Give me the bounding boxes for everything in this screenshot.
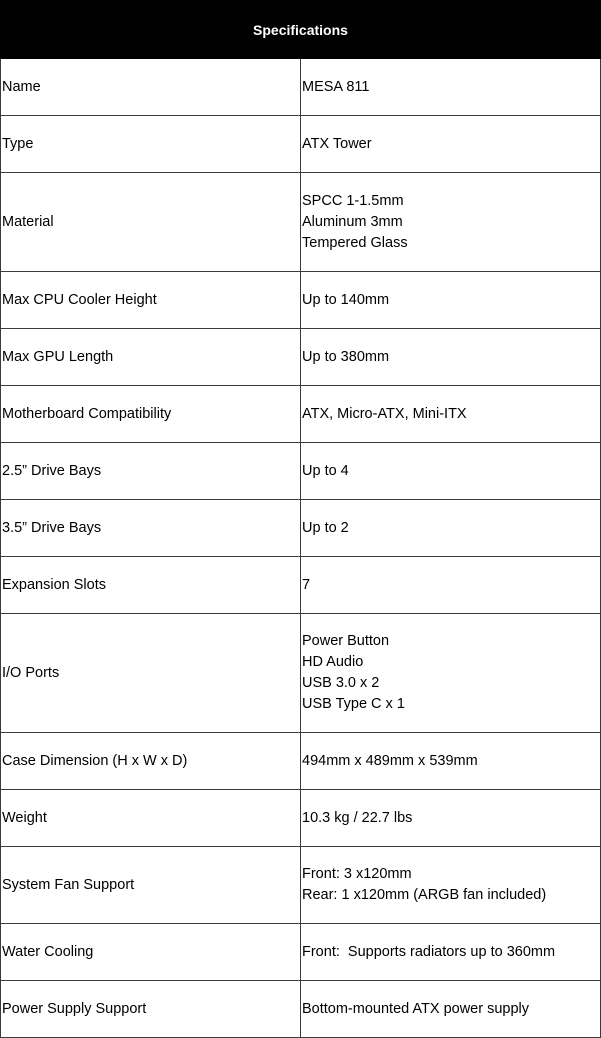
- spec-label: Expansion Slots: [1, 557, 301, 614]
- spec-value: [301, 500, 601, 557]
- table-row: [1, 847, 601, 924]
- spec-label: Type: [1, 116, 301, 173]
- spec-value-line: USB 3.0 x 2: [302, 675, 380, 691]
- table-row: [1, 981, 601, 1038]
- table-row: [1, 790, 601, 847]
- spec-label: 2.5” Drive Bays: [1, 443, 301, 500]
- spec-value-line: Up to 140mm: [302, 291, 390, 308]
- spec-value: [301, 924, 601, 981]
- spec-value-line: Rear: 1 x120mm (ARGB fan included): [302, 887, 547, 903]
- spec-value-line: Tempered Glass: [302, 234, 408, 251]
- table-row: [1, 116, 601, 173]
- spec-value-line: Front: Supports radiators up to 360mm: [302, 943, 556, 960]
- spec-value-line: SPCC 1-1.5mm: [302, 192, 404, 209]
- table-row: [1, 924, 601, 981]
- table-row: [1, 173, 601, 272]
- table-row: [1, 500, 601, 557]
- spec-label: Weight: [1, 790, 301, 847]
- spec-label: Case Dimension (H x W x D): [1, 733, 301, 790]
- table-header-row: [1, 1, 601, 59]
- spec-value-line: Front: 3 x120mm: [302, 866, 412, 882]
- spec-label: Max GPU Length: [1, 329, 301, 386]
- spec-label: Max CPU Cooler Height: [1, 272, 301, 329]
- spec-label: I/O Ports: [1, 614, 301, 733]
- spec-value: [301, 790, 601, 847]
- spec-value: [301, 173, 601, 272]
- spec-value: [301, 386, 601, 443]
- spec-value: [301, 614, 601, 733]
- spec-label: Power Supply Support: [1, 981, 301, 1038]
- spec-value-line: Up to 4: [302, 462, 349, 479]
- spec-value-line: Aluminum 3mm: [302, 213, 403, 230]
- spec-value-line: ATX Tower: [302, 135, 372, 152]
- spec-value-line: Up to 2: [302, 519, 349, 536]
- spec-value-line: 7: [302, 576, 311, 593]
- spec-value-line: Bottom-mounted ATX power supply: [302, 1000, 530, 1017]
- spec-value: [301, 329, 601, 386]
- spec-value-line: 494mm x 489mm x 539mm: [302, 752, 478, 769]
- table-row: [1, 59, 601, 116]
- spec-value-line: 10.3 kg / 22.7 lbs: [302, 809, 413, 826]
- spec-value: [301, 59, 601, 116]
- spec-value: [301, 116, 601, 173]
- spec-label: System Fan Support: [1, 847, 301, 924]
- spec-label: Water Cooling: [1, 924, 301, 981]
- table-row: [1, 733, 601, 790]
- spec-label: Material: [1, 173, 301, 272]
- table-row: [1, 329, 601, 386]
- spec-value: [301, 847, 601, 924]
- table-body: [1, 59, 601, 1038]
- spec-label: Motherboard Compatibility: [1, 386, 301, 443]
- spec-value: [301, 733, 601, 790]
- spec-value-line: USB Type C x 1: [302, 696, 405, 712]
- spec-value-line: Up to 380mm: [302, 348, 390, 365]
- table-row: [1, 614, 601, 733]
- table-row: [1, 386, 601, 443]
- table-row: [1, 557, 601, 614]
- table-row: [1, 443, 601, 500]
- spec-label: 3.5” Drive Bays: [1, 500, 301, 557]
- spec-value-line: ATX, Micro-ATX, Mini-ITX: [302, 405, 467, 422]
- spec-value: [301, 981, 601, 1038]
- table-row: [1, 272, 601, 329]
- spec-value-line: MESA 811: [302, 78, 370, 95]
- table-header: Specifications: [1, 1, 601, 59]
- spec-value-line: HD Audio: [302, 654, 364, 670]
- spec-value: [301, 272, 601, 329]
- spec-label: Name: [1, 59, 301, 116]
- spec-value-line: Power Button: [302, 633, 390, 649]
- spec-value: [301, 443, 601, 500]
- spec-value: [301, 557, 601, 614]
